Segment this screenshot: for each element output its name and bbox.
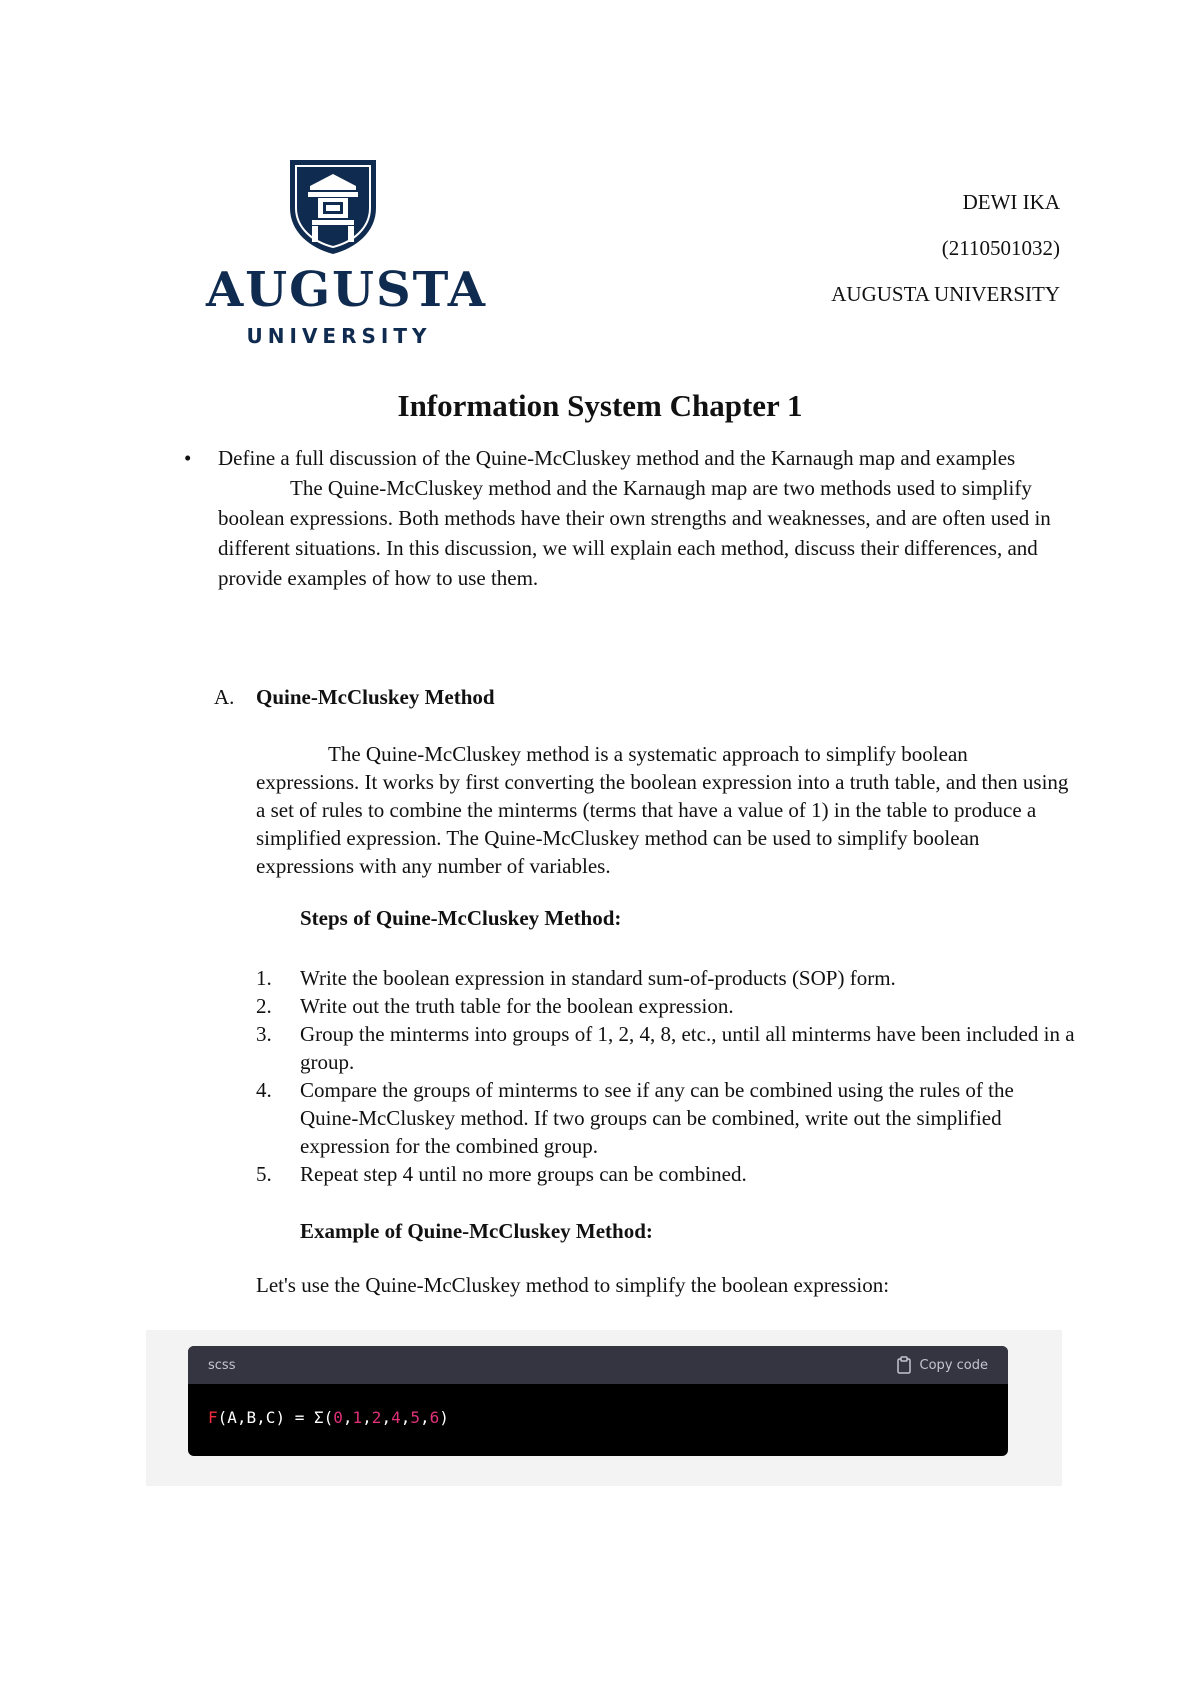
section-paragraph: The Quine-McCluskey method is a systematic approach to simplify boolean expressions. It works by first converting the boolean expression into a truth table, and then using a set of rules to combine the minterms (terms that have a value of 1) in the table to produce a simplified expression. The Quine-McCluskey method can be used to simplify boolean expressions with any number of variables.	[256, 742, 1069, 878]
code-token-comma: ,	[400, 1408, 411, 1427]
code-header	[188, 1346, 1008, 1384]
code-block	[188, 1346, 1008, 1456]
step-text: Group the minterms into groups of 1, 2, 4, 8, etc., until all minterms have been included in a group.	[300, 1022, 1075, 1074]
section-letter: A.	[214, 685, 235, 709]
copy-code-button[interactable]	[896, 1356, 988, 1374]
code-token-comma: ,	[420, 1408, 430, 1427]
step-number: 5.	[256, 1162, 272, 1186]
code-block-container	[146, 1330, 1062, 1486]
list-item	[256, 964, 1076, 992]
code-token-number: 0	[333, 1408, 343, 1427]
author-name: DEWI IKA	[962, 190, 1060, 214]
step-text: Write out the truth table for the boolean expression.	[300, 994, 734, 1018]
example-heading: Example of Quine-McCluskey Method:	[300, 1219, 653, 1243]
step-number: 1.	[256, 966, 272, 990]
code-language: scss	[208, 1358, 236, 1373]
steps-list	[256, 964, 1076, 1188]
intro-paragraph: The Quine-McCluskey method and the Karnaugh map are two methods used to simplify boolean expressions. Both methods have their own strengths and weaknesses, and are often used in different situations. In this discussion, we will explain each method, discuss their differences, and provide examples of how to use them.	[218, 476, 1051, 590]
step-number: 3.	[256, 1022, 272, 1046]
step-number: 4.	[256, 1078, 272, 1102]
author-institution: AUGUSTA UNIVERSITY	[831, 282, 1060, 306]
step-text: Repeat step 4 until no more groups can be combined.	[300, 1162, 747, 1186]
logo-wordmark: AUGUSTA	[206, 262, 487, 318]
bullet-dot-icon: •	[184, 446, 192, 470]
list-item	[256, 1076, 1076, 1160]
author-id: (2110501032)	[941, 236, 1060, 260]
code-token-close: )	[439, 1408, 449, 1427]
code-token-comma: ,	[342, 1408, 353, 1427]
code-token-number: 1	[352, 1408, 363, 1427]
list-item	[256, 1160, 1076, 1188]
steps-heading: Steps of Quine-McCluskey Method:	[300, 906, 622, 930]
logo-subtitle: UNIVERSITY	[246, 324, 432, 348]
step-text: Write the boolean expression in standard sum-of-products (SOP) form.	[300, 966, 896, 990]
code-content	[188, 1384, 1008, 1451]
code-token-number: 2	[371, 1408, 382, 1427]
code-token-number: 4	[391, 1408, 401, 1427]
code-token-number: 5	[410, 1408, 420, 1427]
section-title: Quine-McCluskey Method	[256, 685, 495, 709]
step-number: 2.	[256, 994, 272, 1018]
code-token-args: (A,B,C) = Σ(	[217, 1408, 334, 1427]
code-token-function: F	[208, 1408, 218, 1427]
copy-code-label: Copy code	[919, 1357, 988, 1373]
step-text: Compare the groups of minterms to see if any can be combined using the rules of the Quine-McCluskey method. If two groups can be combined, write out the simplified expression for the combined group.	[300, 1078, 1014, 1158]
example-intro: Let's use the Quine-McCluskey method to simplify the boolean expression:	[256, 1273, 890, 1297]
code-token-comma: ,	[362, 1408, 372, 1427]
code-token-number: 6	[429, 1408, 440, 1427]
page-title: Information System Chapter 1	[397, 388, 803, 423]
author-block	[831, 192, 1060, 330]
section-heading	[214, 685, 495, 710]
code-token-comma: ,	[381, 1408, 392, 1427]
list-item	[256, 992, 1076, 1020]
clipboard-icon	[896, 1356, 912, 1374]
list-item	[256, 1020, 1076, 1076]
shield-crest-icon	[286, 156, 380, 256]
bullet-question: Define a full discussion of the Quine-McCluskey method and the Karnaugh map and examples	[218, 446, 1016, 470]
